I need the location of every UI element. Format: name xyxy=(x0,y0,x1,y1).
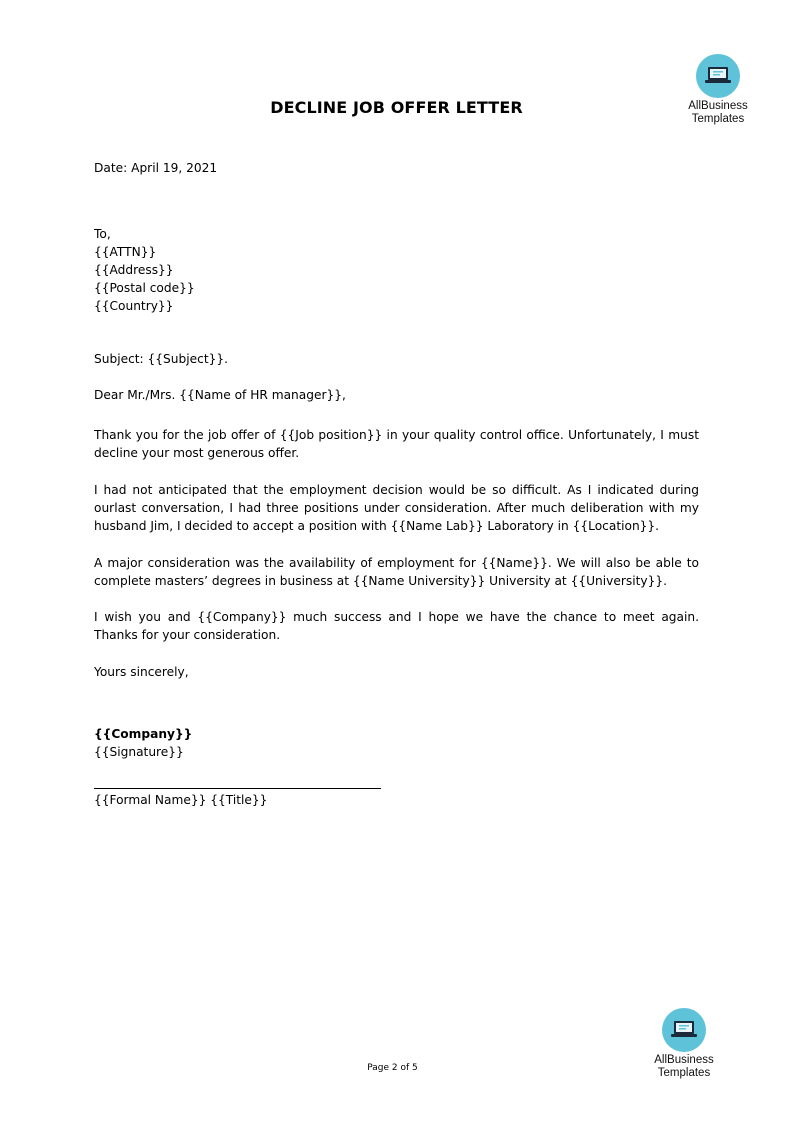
page-number: Page 2 of 5 xyxy=(367,1063,418,1073)
paragraph-4: I wish you and {{Company}} much success and I hope we have the chance to meet again. Thanks for your consideration. xyxy=(94,610,699,642)
brand-name xyxy=(639,1054,729,1080)
paragraph-3: A major consideration was the availability of employment for {{Name}}. We will also be able to complete masters’ degrees in business at {{Name University}} University at {{University}}. xyxy=(94,556,699,588)
recipient-to: To, xyxy=(94,227,111,241)
signature-placeholder: {{Signature}} xyxy=(94,745,184,759)
paragraph-2: I had not anticipated that the employment decision would be so difficult. As I indicated during ourlast conversation, I had three positions under consideration. After much deliberation with my husband Jim, I decided to accept a position with {{Name Lab}} Laboratory in {{Location}}. xyxy=(94,483,699,533)
document-title: DECLINE JOB OFFER LETTER xyxy=(270,98,523,117)
brand-name-line2: Templates xyxy=(691,113,745,125)
brand-name-line2: Templates xyxy=(657,1067,711,1079)
closing: Yours sincerely, xyxy=(94,665,189,679)
laptop-icon xyxy=(662,1008,706,1052)
recipient-country: {{Country}} xyxy=(94,299,174,313)
subject-line: Subject: {{Subject}}. xyxy=(94,352,228,366)
signature-company: {{Company}} xyxy=(94,727,193,741)
date-line: Date: April 19, 2021 xyxy=(94,161,218,175)
recipient-attn: {{ATTN}} xyxy=(94,245,157,259)
recipient-postal: {{Postal code}} xyxy=(94,281,195,295)
salutation: Dear Mr./Mrs. {{Name of HR manager}}, xyxy=(94,388,346,402)
recipient-address: {{Address}} xyxy=(94,263,174,277)
brand-name-line1: AllBusiness xyxy=(654,1054,714,1066)
brand-name-line1: AllBusiness xyxy=(688,100,748,112)
signature-line xyxy=(94,788,381,789)
brand-logo-bottom xyxy=(639,1008,729,1080)
laptop-icon xyxy=(696,54,740,98)
signature-name-title: {{Formal Name}} {{Title}} xyxy=(94,793,268,807)
paragraph-1: Thank you for the job offer of {{Job position}} in your quality control office. Unfortunately, I must decline your most generous offer. xyxy=(94,428,699,460)
